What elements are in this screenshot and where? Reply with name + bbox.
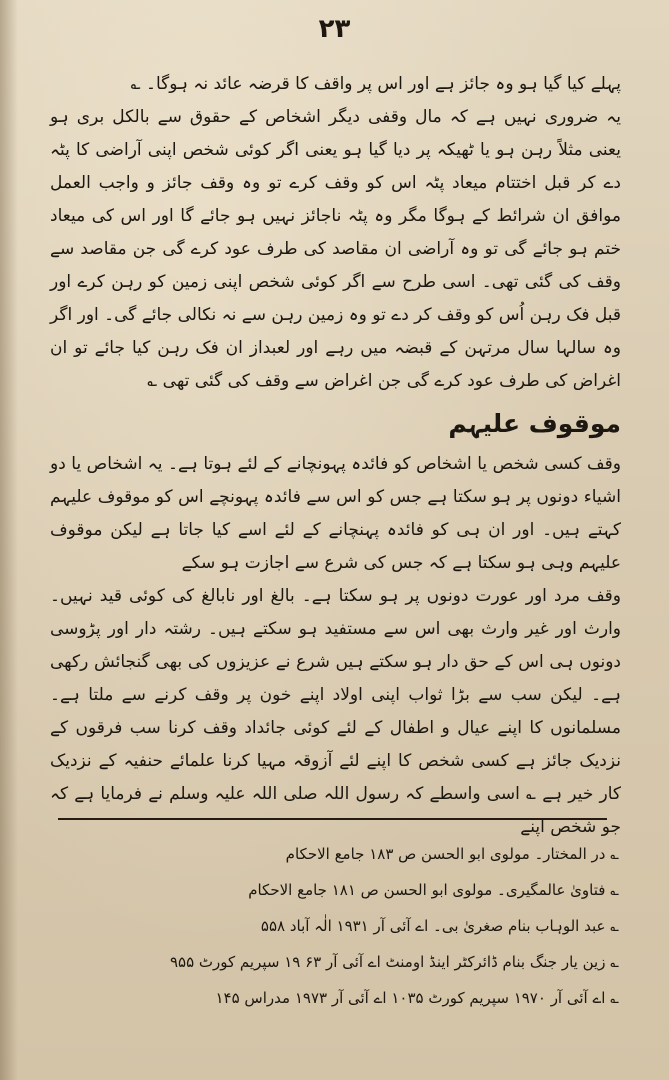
footnotes — [60, 836, 619, 1016]
footnote-4: ؎ زین یار جنگ بنام ڈائرکٹر اینڈ اومنٹ اے آئی آر ۶۳ ۱۹ سپریم کورٹ ۹۵۵ — [169, 953, 619, 971]
footnote-3: ؎ عبد الوہاب بنام صغریٰ بی۔ اے آئی آر ۱۹۳۱ الٰہ آباد ۵۵۸ — [260, 917, 619, 935]
page-number: ٢٣ — [318, 14, 351, 44]
footnote-5: ؎ اے آئی آر ۱۹۷۰ سپریم کورٹ ۱۰۳۵ اے آئی آر ۱۹۷۳ مدراس ۱۴۵ — [215, 989, 619, 1007]
footnote-2: ؎ فتاویٰ عالمگیری۔ مولوی ابو الحسن ص ۱۸۱ جامع الاحکام — [248, 881, 619, 899]
footnote-1: ؎ در المختار۔ مولوی ابو الحسن ص ۱۸۳ جامع الاحکام — [285, 845, 619, 863]
footnote-divider — [58, 818, 607, 820]
paragraph-4: وقف مرد اور عورت دونوں پر ہو سکتا ہے۔ بالغ اور نابالغ کی کوئی قید نہیں۔ وارث اور غیر وارث بھی اس سے مستفید ہو سکتے ہیں۔ رشتہ دار اور پڑوسی دونوں ہی اس کے حق دار ہو سکتے ہیں شرع نے عزیزوں کی بھی گنجائش رکھی ہے۔ لیکن سب سے بڑا ثواب اپنی اولاد اپنے خون پر وقف کرنے سے ملتا ہے۔ مسلمانوں کا اپنے عیال و اطفال کے لئے کوئی جائداد وقف کرنا سب فرقوں کے نزدیک جائز ہے کسی شخص کا اپنے لئے آزوقہ مہیا کرنا علمائے حنفیہ کے نزدیک کار خیر ہے ؎ اسی واسطے کہ رسول اللہ صلی اللہ علیہ وسلم نے فرمایا ہے کہ جو شخص اپنے — [50, 586, 621, 837]
paragraph-2: یہ ضروری نہیں ہے کہ مال وقفی دیگر اشخاص کے حقوق سے بالکل بری ہو یعنی مثلاً رہن ہو یا ٹھیکہ پر دیا گیا ہو یعنی اگر کوئی شخص اپنی آراضی کا پٹہ دے کر قبل اختتام میعاد پٹہ اس کو وقف کرے تو وہ وقف جائز و واجب العمل موافق ان شرائط کے ہوگا مگر وہ پٹہ ناجائز نہیں ہو جائے گا اور اس کی میعاد ختم ہو جائے گی تو وہ آراضی ان مقاصد کی طرف عود کرے گی جن مقاصد سے وقف کی گئی تھی۔ اسی طرح سے اگر کوئی شخص اپنی زمین کو رہن کرے اور قبل فک رہن اُس کو وقف کر دے تو وہ زمین رہن سے نہ نکالی جائے گی۔ اور اگر وہ سالہا سال مرتہن کے قبضہ میں رہے اور لعبداز ان فک رہن کیا جائے تو ان اغراض کی طرف عود کرے گی جن اغراض سے وقف کی گئی تھی ؎ — [50, 107, 621, 391]
paragraph-1: پہلے کیا گیا ہو وہ جائز ہے اور اس پر واقف کا قرضہ عائد نہ ہوگا۔ ؎ — [130, 74, 621, 94]
paragraph-3: وقف کسی شخص یا اشخاص کو فائدہ پہونچانے کے لئے ہوتا ہے۔ یہ اشخاص یا دو اشیاء دونوں پر ہو سکتا ہے جس کو اس سے فائدہ پہونچے اس کو موقوف علیہم کہتے ہیں۔ اور ان ہی کو فائدہ پہنچانے کے لئے اسے کیا جاتا ہے لیکن موقوف علیہم وہی ہو سکتا ہے کہ جس کی شرع سے اجازت ہو سکے — [50, 454, 621, 573]
main-text — [50, 68, 621, 844]
section-heading: موقوف علیہم — [448, 409, 621, 438]
page-edge-shadow — [0, 0, 18, 1080]
